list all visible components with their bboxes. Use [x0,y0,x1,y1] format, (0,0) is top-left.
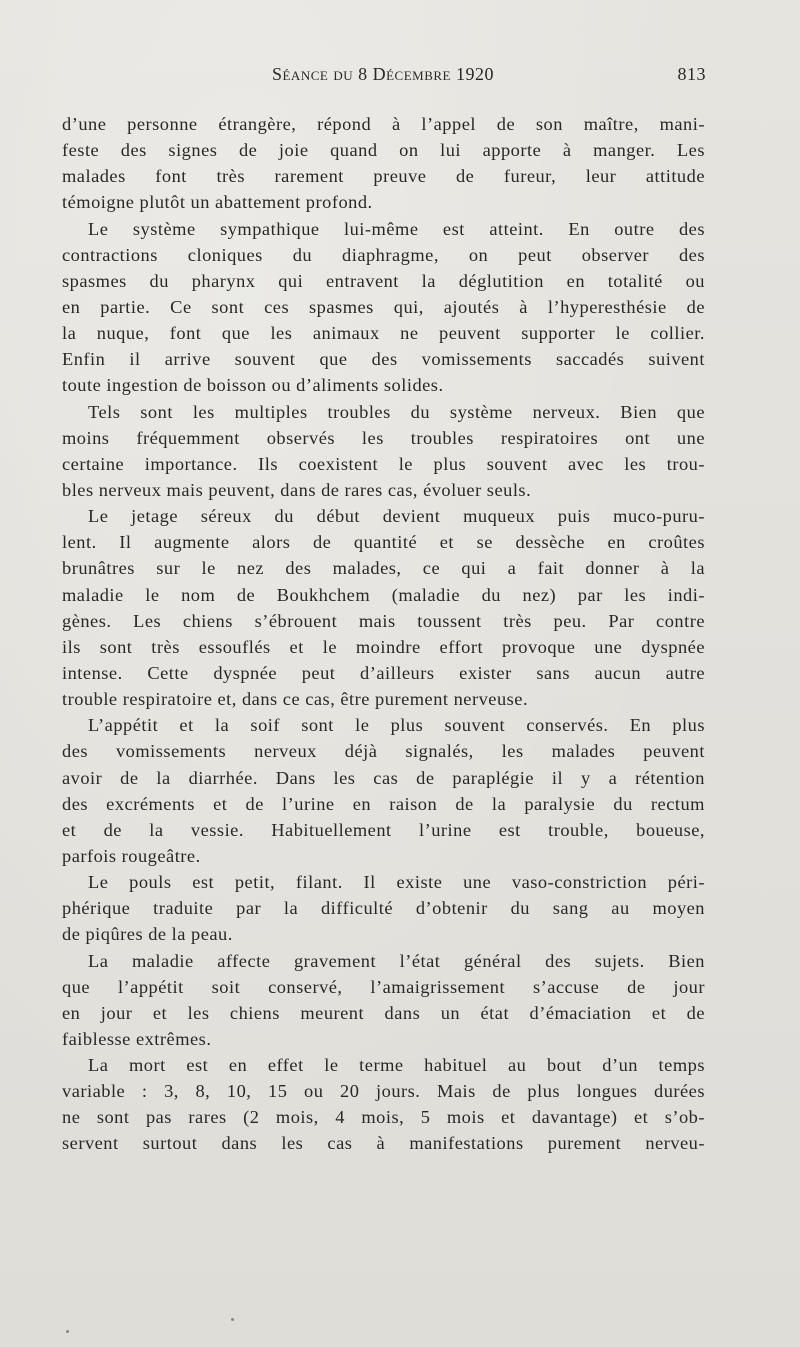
text-line: gènes. Les chiens s’ébrouent mais toussent très peu. Par contre [62,610,705,631]
text-line: malades font très rarement preuve de fureur, leur attitude [62,166,705,187]
text-line: variable : 3, 8, 10, 15 ou 20 jours. Mais de plus longues durées [62,1081,705,1102]
text-line: bles nerveux mais peuvent, dans de rares cas, évoluer seuls. [62,479,532,500]
text-line: en partie. Ce sont ces spasmes qui, ajoutés à l’hyperesthésie de [62,296,705,317]
text-line: Enfin il arrive souvent que des vomissements saccadés suivent [62,349,705,370]
text-line: Le système sympathique lui-même est atteint. En outre des [88,218,705,239]
paper-speck [231,1318,234,1321]
text-line: faiblesse extrêmes. [62,1028,212,1049]
paper-speck [66,1330,69,1333]
text-line: L’appétit et la soif sont le plus souvent conservés. En plus [88,715,705,736]
text-line: phérique traduite par la difficulté d’obtenir du sang au moyen [62,898,705,919]
text-line: spasmes du pharynx qui entravent la déglutition en totalité ou [62,270,705,291]
text-line: brunâtres sur le nez des malades, ce qui a fait donner à la [62,558,705,579]
text-line: des vomissements nerveux déjà signalés, les malades peuvent [62,741,705,762]
body-text [62,111,705,1157]
text-line: Tels sont les multiples troubles du système nerveux. Bien que [88,401,705,422]
text-line: des excréments et de l’urine en raison de la paralysie du rectum [62,793,705,814]
text-line: la nuque, font que les animaux ne peuvent supporter le collier. [62,323,705,344]
page-number: 813 [677,64,706,84]
text-line: feste des signes de joie quand on lui apporte à manger. Les [62,140,705,161]
text-line: La maladie affecte gravement l’état général des sujets. Bien [88,950,705,971]
text-line: témoigne plutôt un abattement profond. [62,192,373,213]
text-line: certaine importance. Ils coexistent le plus souvent avec les trou- [62,453,705,474]
text-line: lent. Il augmente alors de quantité et se dessèche en croûtes [62,532,705,553]
text-line: toute ingestion de boisson ou d’aliments solides. [62,375,444,396]
text-line: intense. Cette dyspnée peut d’ailleurs exister sans aucun autre [62,662,705,683]
text-line: et de la vessie. Habituellement l’urine est trouble, boueuse, [62,819,705,840]
text-line: ne sont pas rares (2 mois, 4 mois, 5 mois et davantage) et s’ob- [62,1107,705,1128]
running-head [60,64,706,90]
text-line: parfois rougeâtre. [62,845,201,866]
text-line: d’une personne étrangère, répond à l’appel de son maître, mani- [62,114,705,134]
text-line: que l’appétit soit conservé, l’amaigrissement s’accuse de jour [62,976,705,997]
text-line: La mort est en effet le terme habituel au bout d’un temps [88,1055,705,1076]
text-line: moins fréquemment observés les troubles respiratoires ont une [62,427,705,448]
text-line: de piqûres de la peau. [62,924,233,945]
text-line: maladie le nom de Boukhchem (maladie du nez) par les indi- [62,584,705,605]
text-line: servent surtout dans les cas à manifestations purement nerveu- [62,1133,705,1154]
text-line: Le pouls est petit, filant. Il existe une vaso-constriction péri- [88,872,705,893]
text-line: trouble respiratoire et, dans ce cas, être purement nerveuse. [62,689,529,710]
text-line: ils sont très essouflés et le moindre effort provoque une dyspnée [62,636,705,657]
text-line: avoir de la diarrhée. Dans les cas de paraplégie il y a rétention [62,767,705,788]
running-title: Séance du 8 Décembre 1920 [271,64,494,84]
text-line: en jour et les chiens meurent dans un état d’émaciation et de [62,1002,705,1023]
text-line: Le jetage séreux du début devient muqueux puis muco-puru- [88,506,705,527]
text-line: contractions cloniques du diaphragme, on peut observer des [62,244,705,265]
